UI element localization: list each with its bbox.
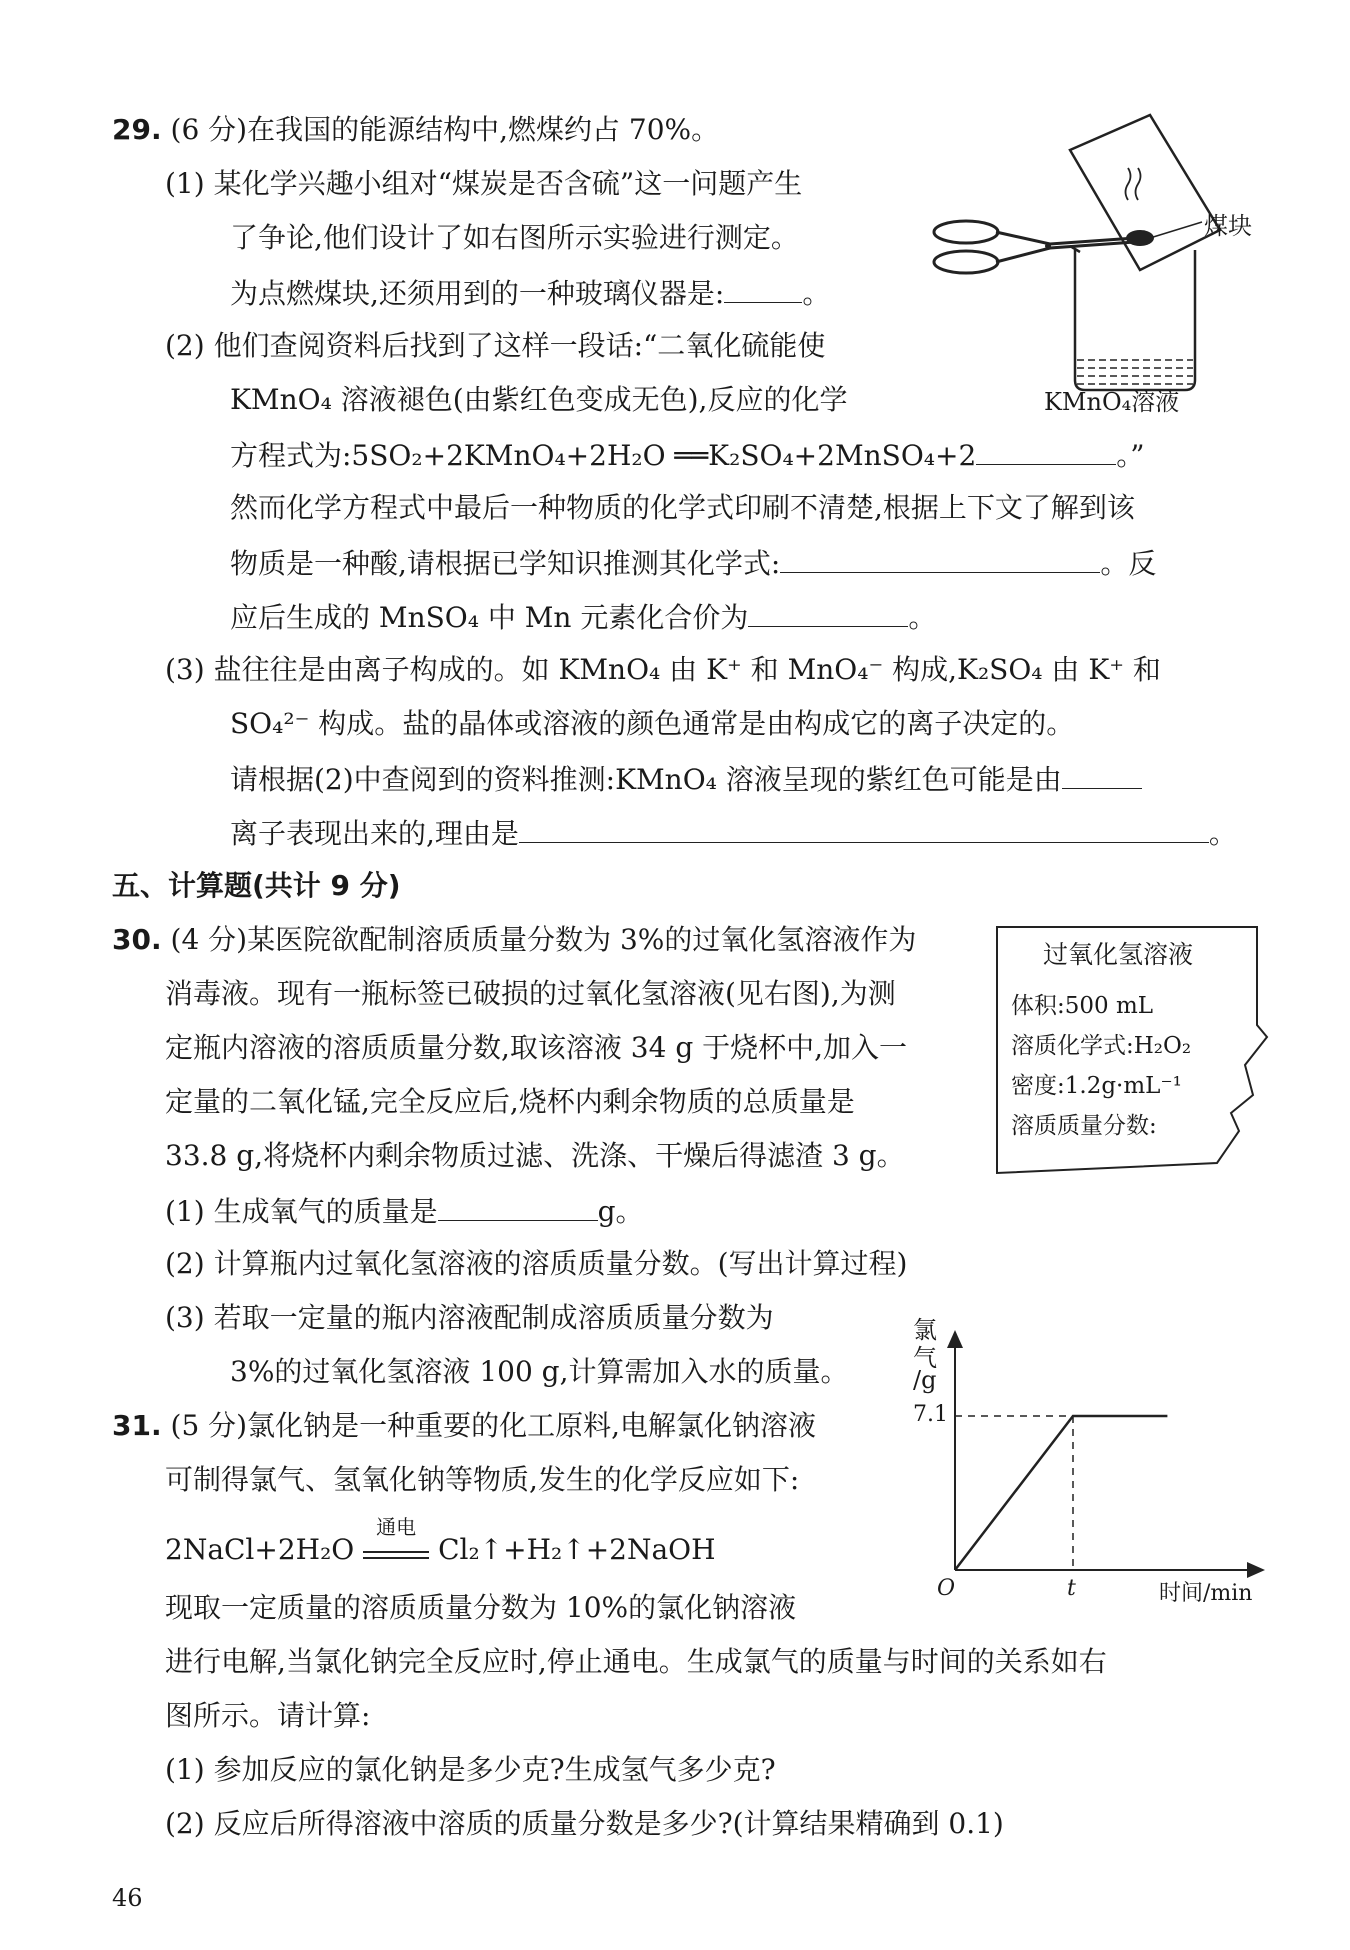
q31-l2: 可制得氯气、氢氧化钠等物质,发生的化学反应如下: [165,1463,800,1496]
q29-p2-l5 [230,542,1156,584]
q31-l5: 图所示。请计算: [165,1699,371,1732]
q30-s1 [165,1190,644,1232]
q29-p1-l3-end: 。 [802,277,831,310]
q30-number: 30. [112,923,162,956]
section5-title: 五、计算题(共计 9 分) [112,869,401,902]
q30-s2: (2) 计算瓶内过氧化氢溶液的溶质质量分数。(写出计算过程) [165,1247,908,1280]
y-value-label: 7.1 [913,1402,948,1427]
q29-p1-l3 [230,272,830,314]
y-label-1: 氯 [913,1316,937,1344]
q30-s1-end: g。 [597,1195,644,1228]
q31-s2: (2) 反应后所得溶液中溶质的质量分数是多少?(计算结果精确到 0.1) [165,1807,1004,1840]
q29-p2-l6 [230,596,936,638]
h2o2-bottle-label [995,925,1270,1175]
q29-equation: 方程式为:5SO₂+2KMnO₄+2H₂O ══K₂SO₄+2MnSO₄+2 [230,439,977,472]
answer-blank-acid-formula[interactable] [780,542,1100,573]
page-number: 46 [112,1884,143,1912]
q31-number: 31. [112,1409,162,1442]
q31-eq-condition: 通电 [376,1515,417,1539]
q29-stem-line [112,110,719,150]
q30-l1: (4 分)某医院欲配制溶质质量分数为 3%的过氧化氢溶液作为 [170,923,917,956]
q29-stem: (6 分)在我国的能源结构中,燃煤约占 70%。 [170,113,720,146]
q29-p3-l4-end: 。 [1208,817,1237,850]
q31-l4: 进行电解,当氯化钠完全反应时,停止通电。生成氯气的质量与时间的关系如右 [165,1645,1107,1678]
equal-sign-icon [363,1551,429,1559]
q30-l4: 定量的二氧化锰,完全反应后,烧杯内剩余物质的总质量是 [165,1085,855,1118]
q29-p3-l2: SO₄²⁻ 构成。盐的晶体或溶液的颜色通常是由构成它的离子决定的。 [230,707,1075,740]
answer-blank-ion[interactable] [1062,758,1142,789]
q29-p3-l3-text: 请根据(2)中查阅到的资料推测:KMnO₄ 溶液呈现的紫红色可能是由 [230,763,1062,796]
label-formula: 溶质化学式:H₂O₂ [1011,1033,1192,1059]
q30-s1-text: (1) 生成氧气的质量是 [165,1195,438,1228]
q31-l1: (5 分)氯化钠是一种重要的化工原料,电解氯化钠溶液 [170,1409,816,1442]
answer-blank-reason[interactable] [519,812,1209,843]
q29-p3-l4-text: 离子表现出来的,理由是 [230,817,519,850]
q31-s1: (1) 参加反应的氯化钠是多少克?生成氢气多少克? [165,1753,776,1786]
label-volume: 体积:500 mL [1011,993,1154,1019]
y-label-3: /g [913,1366,937,1394]
q29-p3-l4 [230,812,1237,854]
coal-label: 煤块 [1204,212,1252,240]
chlorine-time-graph [905,1310,1275,1610]
q29-p2-l5-end: 。反 [1100,547,1157,580]
q30-l1-line [112,920,916,960]
q31-l1-line [112,1406,816,1446]
q31-l3: 现取一定质量的溶质质量分数为 10%的氯化钠溶液 [165,1591,797,1624]
origin-label: O [937,1576,956,1601]
q29-p2-l6-end: 。 [908,601,937,634]
answer-blank-glass-instrument[interactable] [724,272,802,303]
q29-p2-l4: 然而化学方程式中最后一种物质的化学式印刷不清楚,根据上下文了解到该 [230,491,1135,524]
q29-p2-l5-text: 物质是一种酸,请根据已学知识推测其化学式: [230,547,781,580]
kmno4-solution-label: KMnO₄溶液 [1044,388,1180,416]
label-title: 过氧化氢溶液 [1043,940,1194,969]
q30-l3: 定瓶内溶液的溶质质量分数,取该溶液 34 g 于烧杯中,加入一 [165,1031,908,1064]
q29-p1-l2: 了争论,他们设计了如右图所示实验进行测定。 [230,221,799,254]
q30-s3-l2: 3%的过氧化氢溶液 100 g,计算需加入水的质量。 [230,1355,849,1388]
q29-p1-l3-text: 为点燃煤块,还须用到的一种玻璃仪器是: [230,277,725,310]
q29-p2-l3-end: 。” [1116,439,1145,472]
q29-p3-l3 [230,758,1142,800]
q31-eq-left: 2NaCl+2H₂O [165,1533,355,1566]
q31-equation [165,1515,716,1570]
label-mass-fraction: 溶质质量分数: [1011,1113,1157,1139]
q30-l2: 消毒液。现有一瓶标签已破损的过氧化氢溶液(见右图),为测 [165,977,896,1010]
x-tick-label: t [1067,1576,1076,1601]
graph-axes [905,1310,1275,1610]
label-density: 密度:1.2g·mL⁻¹ [1011,1073,1182,1099]
q29-p2-l6-text: 应后生成的 MnSO₄ 中 Mn 元素化合价为 [230,601,749,634]
q29-p1-l1: (1) 某化学兴趣小组对“煤炭是否含硫”这一问题产生 [165,167,803,200]
q29-p3-l1: (3) 盐往往是由离子构成的。如 KMnO₄ 由 K⁺ 和 MnO₄⁻ 构成,K₂SO₄ 由 K⁺ 和 [165,653,1161,686]
q29-number: 29. [112,113,162,146]
coal-sulfur-experiment-figure [930,110,1270,430]
answer-blank-mn-valence[interactable] [748,596,908,627]
q29-p2-l1: (2) 他们查阅资料后找到了这样一段话:“二氧化硫能使 [165,329,826,362]
q30-l5: 33.8 g,将烧杯内剩余物质过滤、洗涤、干燥后得滤渣 3 g。 [165,1139,905,1172]
q29-p2-l2: KMnO₄ 溶液褪色(由紫红色变成无色),反应的化学 [230,383,848,416]
chlorine-mass-line [955,1416,1167,1570]
x-axis-label: 时间/min [1159,1581,1253,1606]
q31-eq-right: Cl₂↑+H₂↑+2NaOH [438,1533,716,1566]
answer-blank-acid-coefficient[interactable] [976,434,1116,465]
q31-eq-arrow [363,1515,429,1559]
q29-p2-l3 [230,434,1145,476]
y-label-2: 气 [913,1344,937,1372]
q30-s3-l1: (3) 若取一定量的瓶内溶液配制成溶质质量分数为 [165,1301,774,1334]
answer-blank-oxygen-mass[interactable] [438,1190,598,1221]
